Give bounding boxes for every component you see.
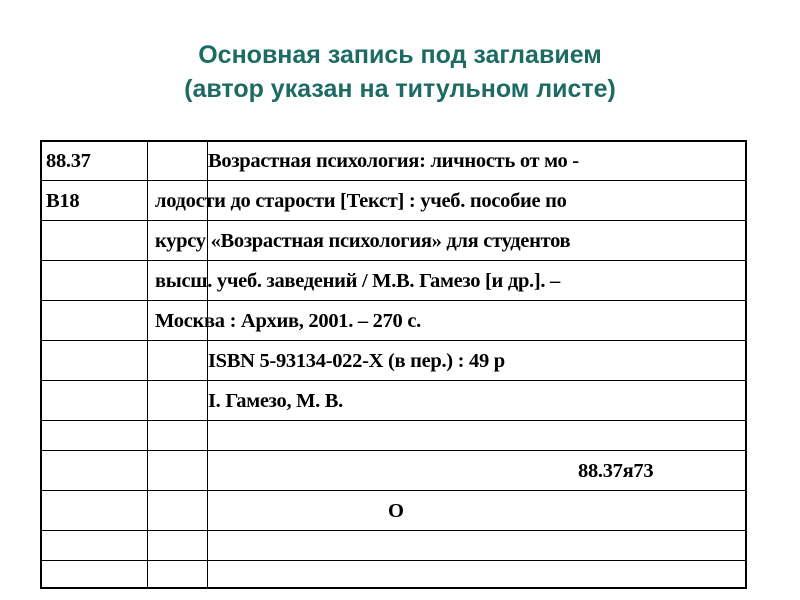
grid-column-line <box>147 142 148 587</box>
description-line-2: лодости до старости [Текст] : учеб. пособие по <box>155 190 567 212</box>
bottom-index: 88.37я73 <box>578 460 654 482</box>
tracing-line: I. Гамезо, М. В. <box>208 390 343 412</box>
slide-title <box>0 38 800 106</box>
description-line-1: Возрастная психология: личность от мо - <box>208 150 579 172</box>
isbn-line: ISBN 5-93134-022-X (в пер.) : 49 р <box>208 350 505 372</box>
title-line-1: Основная запись под заглавием <box>198 41 602 69</box>
author-sign: В18 <box>46 190 80 212</box>
catalog-card <box>40 140 747 589</box>
description-line-5: Москва : Архив, 2001. – 270 с. <box>155 310 421 332</box>
description-line-3: курсу «Возрастная психология» для студентов <box>155 230 571 252</box>
bbk-index: 88.37 <box>46 150 91 172</box>
title-line-2: (автор указан на титульном листе) <box>184 75 616 103</box>
bottom-sign: О <box>388 500 404 522</box>
description-line-4: высш. учеб. заведений / М.В. Гамезо [и др.]. – <box>155 270 561 292</box>
